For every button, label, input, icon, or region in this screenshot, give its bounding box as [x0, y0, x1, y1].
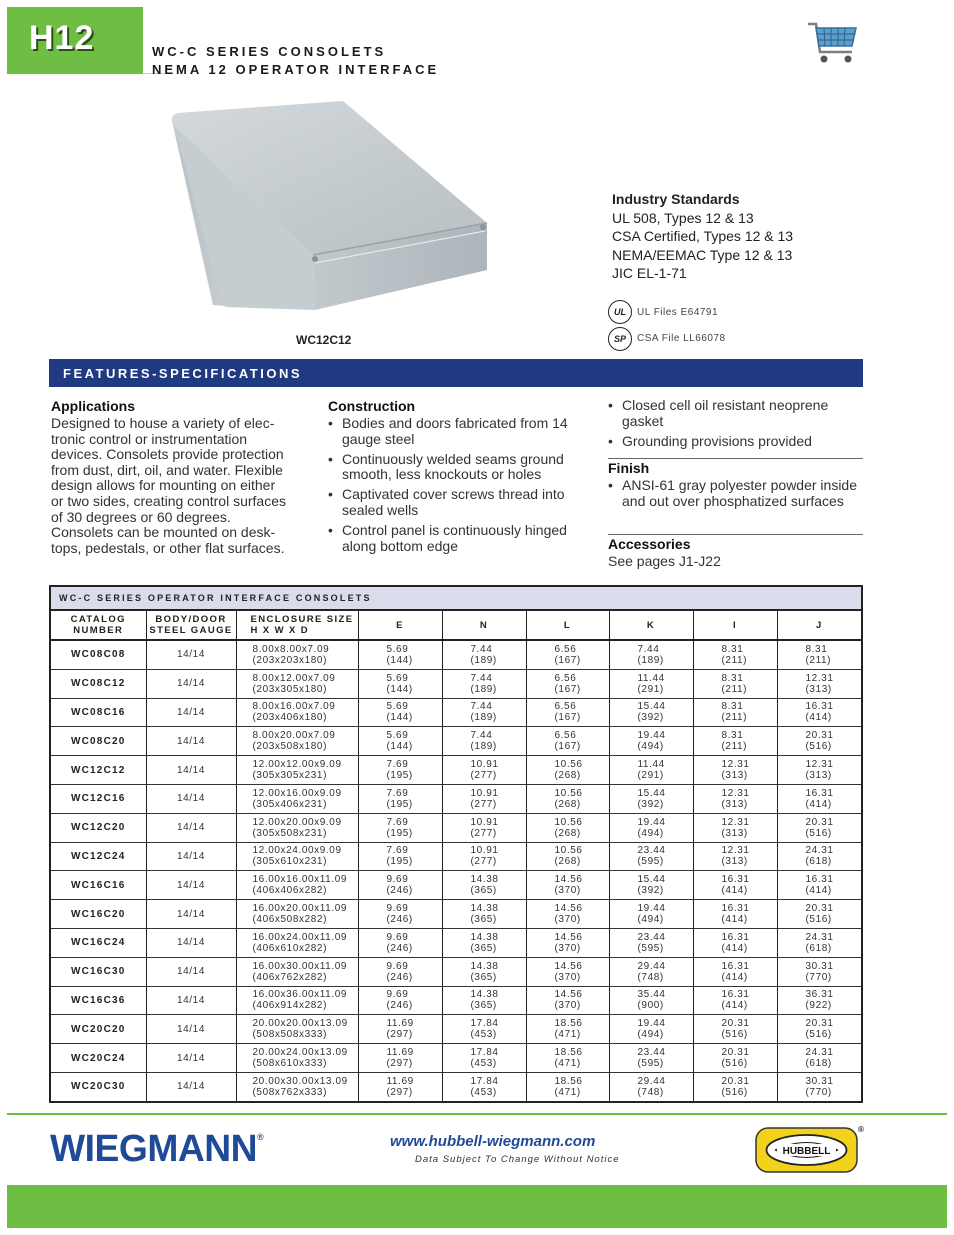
dimension-i-cell: 20.31 (516): [693, 1044, 777, 1073]
dimension-l-cell: 10.56 (268): [526, 784, 609, 813]
enclosure-size-cell: 12.00x12.00x9.09 (305x305x231): [236, 756, 358, 785]
dimension-e-cell: 9.69 (246): [358, 957, 442, 986]
dimension-k-cell: 19.44 (494): [609, 813, 693, 842]
steel-gauge-cell: 14/14: [146, 957, 236, 986]
dimension-e-cell: 5.69 (144): [358, 640, 442, 669]
dimension-j-cell: 24.31 (618): [777, 842, 862, 871]
catalog-number-cell: WC16C30: [50, 957, 146, 986]
applications-text: Designed to house a variety of elec- tronic control or instrumentation devices. Consolets provide protection from dust, dirt, oil, and water. Flexible design allows for mounting on either or two sides, creating control surfaces of 30 degrees or 60 degrees. Consolets can be mounted on desk- tops, pedestals, or other flat surfaces.: [51, 415, 286, 556]
csa-file-text: CSA File LL66078: [637, 333, 726, 344]
dimension-n-cell: 10.91 (277): [442, 784, 526, 813]
steel-gauge-cell: 14/14: [146, 784, 236, 813]
footer-bar: [7, 1185, 947, 1228]
catalog-number-cell: WC16C16: [50, 871, 146, 900]
dimension-l-cell: 14.56 (370): [526, 928, 609, 957]
page-title-line1: WC-C SERIES CONSOLETS: [152, 44, 387, 59]
list-item: • Bodies and doors fabricated from 14 gauge steel: [328, 416, 576, 448]
dimension-l-cell: 18.56 (471): [526, 1015, 609, 1044]
table-row: [50, 727, 862, 756]
wiegmann-logo: WIEGMANN®: [50, 1128, 264, 1170]
steel-gauge-cell: 14/14: [146, 698, 236, 727]
dimension-j-cell: 16.31 (414): [777, 871, 862, 900]
standard-item: CSA Certified, Types 12 & 13: [612, 228, 794, 244]
standards-title: Industry Standards: [612, 191, 740, 207]
dimension-e-cell: 9.69 (246): [358, 900, 442, 929]
csa-logo-icon: SP: [608, 327, 632, 351]
dimension-i-cell: 12.31 (313): [693, 813, 777, 842]
dimension-e-cell: 7.69 (195): [358, 756, 442, 785]
dimension-k-cell: 23.44 (595): [609, 1044, 693, 1073]
dimension-l-cell: 14.56 (370): [526, 871, 609, 900]
steel-gauge-cell: 14/14: [146, 727, 236, 756]
enclosure-size-cell: 12.00x16.00x9.09 (305x406x231): [236, 784, 358, 813]
dimension-l-cell: 14.56 (370): [526, 986, 609, 1015]
dimension-e-cell: 9.69 (246): [358, 986, 442, 1015]
dimension-n-cell: 10.91 (277): [442, 813, 526, 842]
dimension-j-cell: 16.31 (414): [777, 784, 862, 813]
dimension-i-cell: 8.31 (211): [693, 698, 777, 727]
table-row: [50, 756, 862, 785]
table-row: [50, 640, 862, 669]
dimension-n-cell: 14.38 (365): [442, 871, 526, 900]
catalog-number-cell: WC12C12: [50, 756, 146, 785]
header-enclosure-size: ENCLOSURE SIZE H X W X D: [236, 610, 358, 640]
catalog-number-cell: WC16C36: [50, 986, 146, 1015]
hubbell-logo: [755, 1127, 858, 1173]
divider: [608, 534, 863, 535]
footer-rule: [7, 1113, 947, 1115]
header-n: N: [442, 610, 526, 640]
enclosure-size-cell: 16.00x20.00x11.09 (406x508x282): [236, 900, 358, 929]
table-row: [50, 784, 862, 813]
dimension-n-cell: 10.91 (277): [442, 842, 526, 871]
dimension-k-cell: 7.44 (189): [609, 640, 693, 669]
dimension-l-cell: 10.56 (268): [526, 813, 609, 842]
dimension-l-cell: 14.56 (370): [526, 900, 609, 929]
shopping-cart-icon[interactable]: [806, 18, 860, 66]
product-caption: WC12C12: [296, 333, 352, 347]
dimension-j-cell: 20.31 (516): [777, 900, 862, 929]
dimension-l-cell: 18.56 (471): [526, 1044, 609, 1073]
enclosure-size-cell: 20.00x30.00x13.09 (508x762x333): [236, 1072, 358, 1101]
section-code: H12: [29, 19, 95, 57]
disclaimer-text: Data Subject To Change Without Notice: [415, 1154, 620, 1165]
dimension-n-cell: 17.84 (453): [442, 1072, 526, 1101]
header-i: I: [693, 610, 777, 640]
steel-gauge-cell: 14/14: [146, 1015, 236, 1044]
dimension-i-cell: 20.31 (516): [693, 1015, 777, 1044]
construction-list: [328, 416, 576, 558]
registered-mark: ®: [858, 1125, 864, 1134]
table-header-row: [50, 610, 862, 640]
dimension-i-cell: 20.31 (516): [693, 1072, 777, 1101]
header-e: E: [358, 610, 442, 640]
dimension-j-cell: 30.31 (770): [777, 957, 862, 986]
steel-gauge-cell: 14/14: [146, 842, 236, 871]
table-row: [50, 698, 862, 727]
finish-heading: Finish: [608, 460, 650, 476]
dimension-j-cell: 30.31 (770): [777, 1072, 862, 1101]
dimension-n-cell: 7.44 (189): [442, 698, 526, 727]
steel-gauge-cell: 14/14: [146, 900, 236, 929]
dimension-e-cell: 7.69 (195): [358, 784, 442, 813]
dimension-k-cell: 23.44 (595): [609, 928, 693, 957]
standard-item: JIC EL-1-71: [612, 265, 687, 281]
enclosure-size-cell: 8.00x16.00x7.09 (203x406x180): [236, 698, 358, 727]
product-photo: [165, 95, 495, 320]
dimension-e-cell: 7.69 (195): [358, 813, 442, 842]
dimension-l-cell: 6.56 (167): [526, 669, 609, 698]
list-item: • Captivated cover screws thread into sealed wells: [328, 487, 576, 519]
steel-gauge-cell: 14/14: [146, 756, 236, 785]
enclosure-size-cell: 8.00x12.00x7.09 (203x305x180): [236, 669, 358, 698]
accessories-text: See pages J1-J22: [608, 553, 721, 569]
list-item: • ANSI-61 gray polyester powder inside and out over phosphatized surfaces: [608, 478, 858, 510]
table-row: [50, 871, 862, 900]
steel-gauge-cell: 14/14: [146, 928, 236, 957]
dimension-j-cell: 12.31 (313): [777, 756, 862, 785]
header-l: L: [526, 610, 609, 640]
dimension-i-cell: 16.31 (414): [693, 986, 777, 1015]
list-item: • Closed cell oil resistant neoprene gasket: [608, 398, 858, 430]
dimension-i-cell: 16.31 (414): [693, 957, 777, 986]
construction-heading: Construction: [328, 398, 416, 414]
dimension-i-cell: 8.31 (211): [693, 727, 777, 756]
dimension-e-cell: 7.69 (195): [358, 842, 442, 871]
catalog-number-cell: WC20C20: [50, 1015, 146, 1044]
applications-heading: Applications: [51, 398, 136, 414]
dimension-j-cell: 20.31 (516): [777, 1015, 862, 1044]
dimension-j-cell: 12.31 (313): [777, 669, 862, 698]
enclosure-size-cell: 16.00x36.00x11.09 (406x914x282): [236, 986, 358, 1015]
dimension-e-cell: 11.69 (297): [358, 1044, 442, 1073]
dimension-l-cell: 10.56 (268): [526, 842, 609, 871]
table-row: [50, 842, 862, 871]
ul-file-text: UL Files E64791: [637, 307, 719, 318]
dimension-i-cell: 12.31 (313): [693, 756, 777, 785]
table-row: [50, 957, 862, 986]
steel-gauge-cell: 14/14: [146, 986, 236, 1015]
divider: [608, 458, 863, 459]
catalog-number-cell: WC20C30: [50, 1072, 146, 1101]
accessories-heading: Accessories: [608, 536, 691, 552]
enclosure-size-cell: 16.00x30.00x11.09 (406x762x282): [236, 957, 358, 986]
dimension-i-cell: 16.31 (414): [693, 871, 777, 900]
dimension-k-cell: 35.44 (900): [609, 986, 693, 1015]
dimension-n-cell: 17.84 (453): [442, 1015, 526, 1044]
dimension-e-cell: 11.69 (297): [358, 1015, 442, 1044]
table-row: [50, 1044, 862, 1073]
standard-item: UL 508, Types 12 & 13: [612, 209, 754, 226]
dimension-k-cell: 23.44 (595): [609, 842, 693, 871]
dimension-n-cell: 14.38 (365): [442, 928, 526, 957]
dimension-l-cell: 14.56 (370): [526, 957, 609, 986]
dimension-n-cell: 7.44 (189): [442, 640, 526, 669]
table-title: WC-C SERIES OPERATOR INTERFACE CONSOLETS: [50, 586, 862, 610]
enclosure-size-cell: 8.00x20.00x7.09 (203x508x180): [236, 727, 358, 756]
dimension-n-cell: 10.91 (277): [442, 756, 526, 785]
steel-gauge-cell: 14/14: [146, 640, 236, 669]
list-item: • Control panel is continuously hinged along bottom edge: [328, 523, 576, 555]
page-title-line2: NEMA 12 OPERATOR INTERFACE: [152, 62, 440, 77]
catalog-number-cell: WC12C20: [50, 813, 146, 842]
catalog-number-cell: WC12C16: [50, 784, 146, 813]
list-item: • Continuously welded seams ground smooth, less knockouts or holes: [328, 452, 576, 484]
table-body: [50, 640, 862, 1102]
steel-gauge-cell: 14/14: [146, 669, 236, 698]
standard-item: NEMA/EEMAC Type 12 & 13: [612, 246, 793, 263]
catalog-number-cell: WC08C16: [50, 698, 146, 727]
dimension-i-cell: 8.31 (211): [693, 669, 777, 698]
dimension-l-cell: 6.56 (167): [526, 698, 609, 727]
specifications-table: [49, 585, 863, 1103]
dimension-j-cell: 20.31 (516): [777, 813, 862, 842]
dimension-j-cell: 16.31 (414): [777, 698, 862, 727]
catalog-number-cell: WC20C24: [50, 1044, 146, 1073]
enclosure-size-cell: 16.00x24.00x11.09 (406x610x282): [236, 928, 358, 957]
dimension-n-cell: 14.38 (365): [442, 986, 526, 1015]
enclosure-size-cell: 8.00x8.00x7.09 (203x203x180): [236, 640, 358, 669]
dimension-l-cell: 6.56 (167): [526, 640, 609, 669]
dimension-n-cell: 17.84 (453): [442, 1044, 526, 1073]
dimension-e-cell: 5.69 (144): [358, 727, 442, 756]
catalog-number-cell: WC16C24: [50, 928, 146, 957]
steel-gauge-cell: 14/14: [146, 813, 236, 842]
dimension-k-cell: 15.44 (392): [609, 871, 693, 900]
dimension-j-cell: 24.31 (618): [777, 1044, 862, 1073]
dimension-l-cell: 6.56 (167): [526, 727, 609, 756]
catalog-number-cell: WC08C20: [50, 727, 146, 756]
dimension-k-cell: 11.44 (291): [609, 669, 693, 698]
dimension-k-cell: 29.44 (748): [609, 1072, 693, 1101]
dimension-k-cell: 19.44 (494): [609, 727, 693, 756]
dimension-n-cell: 14.38 (365): [442, 957, 526, 986]
dimension-e-cell: 9.69 (246): [358, 871, 442, 900]
dimension-e-cell: 11.69 (297): [358, 1072, 442, 1101]
steel-gauge-cell: 14/14: [146, 871, 236, 900]
ul-logo-icon: UL: [608, 300, 632, 324]
dimension-n-cell: 7.44 (189): [442, 727, 526, 756]
enclosure-size-cell: 12.00x24.00x9.09 (305x610x231): [236, 842, 358, 871]
table-row: [50, 669, 862, 698]
dimension-l-cell: 18.56 (471): [526, 1072, 609, 1101]
dimension-k-cell: 29.44 (748): [609, 957, 693, 986]
finish-list: [608, 478, 858, 514]
table-row: [50, 900, 862, 929]
dimension-k-cell: 15.44 (392): [609, 784, 693, 813]
dimension-i-cell: 16.31 (414): [693, 928, 777, 957]
dimension-e-cell: 9.69 (246): [358, 928, 442, 957]
catalog-number-cell: WC12C24: [50, 842, 146, 871]
enclosure-size-cell: 16.00x16.00x11.09 (406x406x282): [236, 871, 358, 900]
dimension-j-cell: 36.31 (922): [777, 986, 862, 1015]
dimension-j-cell: 8.31 (211): [777, 640, 862, 669]
dimension-e-cell: 5.69 (144): [358, 698, 442, 727]
website-link[interactable]: www.hubbell-wiegmann.com: [390, 1133, 596, 1150]
gasket-list: [608, 398, 858, 453]
features-specifications-bar: [49, 359, 863, 387]
dimension-i-cell: 16.31 (414): [693, 900, 777, 929]
dimension-n-cell: 7.44 (189): [442, 669, 526, 698]
dimension-k-cell: 19.44 (494): [609, 1015, 693, 1044]
steel-gauge-cell: 14/14: [146, 1072, 236, 1101]
industry-standards: [612, 190, 793, 283]
dimension-n-cell: 14.38 (365): [442, 900, 526, 929]
dimension-k-cell: 19.44 (494): [609, 900, 693, 929]
dimension-i-cell: 12.31 (313): [693, 784, 777, 813]
dimension-e-cell: 5.69 (144): [358, 669, 442, 698]
enclosure-size-cell: 20.00x20.00x13.09 (508x508x333): [236, 1015, 358, 1044]
catalog-number-cell: WC08C12: [50, 669, 146, 698]
header-catalog-number: CATALOG NUMBER: [50, 610, 146, 640]
dimension-i-cell: 8.31 (211): [693, 640, 777, 669]
table-row: [50, 1015, 862, 1044]
dimension-j-cell: 24.31 (618): [777, 928, 862, 957]
hubbell-wordmark: HUBBELL: [782, 1146, 831, 1157]
section-tab: [7, 7, 143, 74]
dimension-k-cell: 15.44 (392): [609, 698, 693, 727]
table-row: [50, 1072, 862, 1101]
dimension-i-cell: 12.31 (313): [693, 842, 777, 871]
dimension-k-cell: 11.44 (291): [609, 756, 693, 785]
catalog-number-cell: WC16C20: [50, 900, 146, 929]
table-row: [50, 928, 862, 957]
steel-gauge-cell: 14/14: [146, 1044, 236, 1073]
enclosure-size-cell: 20.00x24.00x13.09 (508x610x333): [236, 1044, 358, 1073]
dimension-j-cell: 20.31 (516): [777, 727, 862, 756]
features-bar-title: FEATURES-SPECIFICATIONS: [63, 366, 303, 381]
table-row: [50, 986, 862, 1015]
table-row: [50, 813, 862, 842]
header-j: J: [777, 610, 862, 640]
catalog-number-cell: WC08C08: [50, 640, 146, 669]
header-k: K: [609, 610, 693, 640]
enclosure-size-cell: 12.00x20.00x9.09 (305x508x231): [236, 813, 358, 842]
list-item: • Grounding provisions provided: [608, 434, 858, 450]
dimension-l-cell: 10.56 (268): [526, 756, 609, 785]
header-steel-gauge: BODY/DOOR STEEL GAUGE: [146, 610, 236, 640]
